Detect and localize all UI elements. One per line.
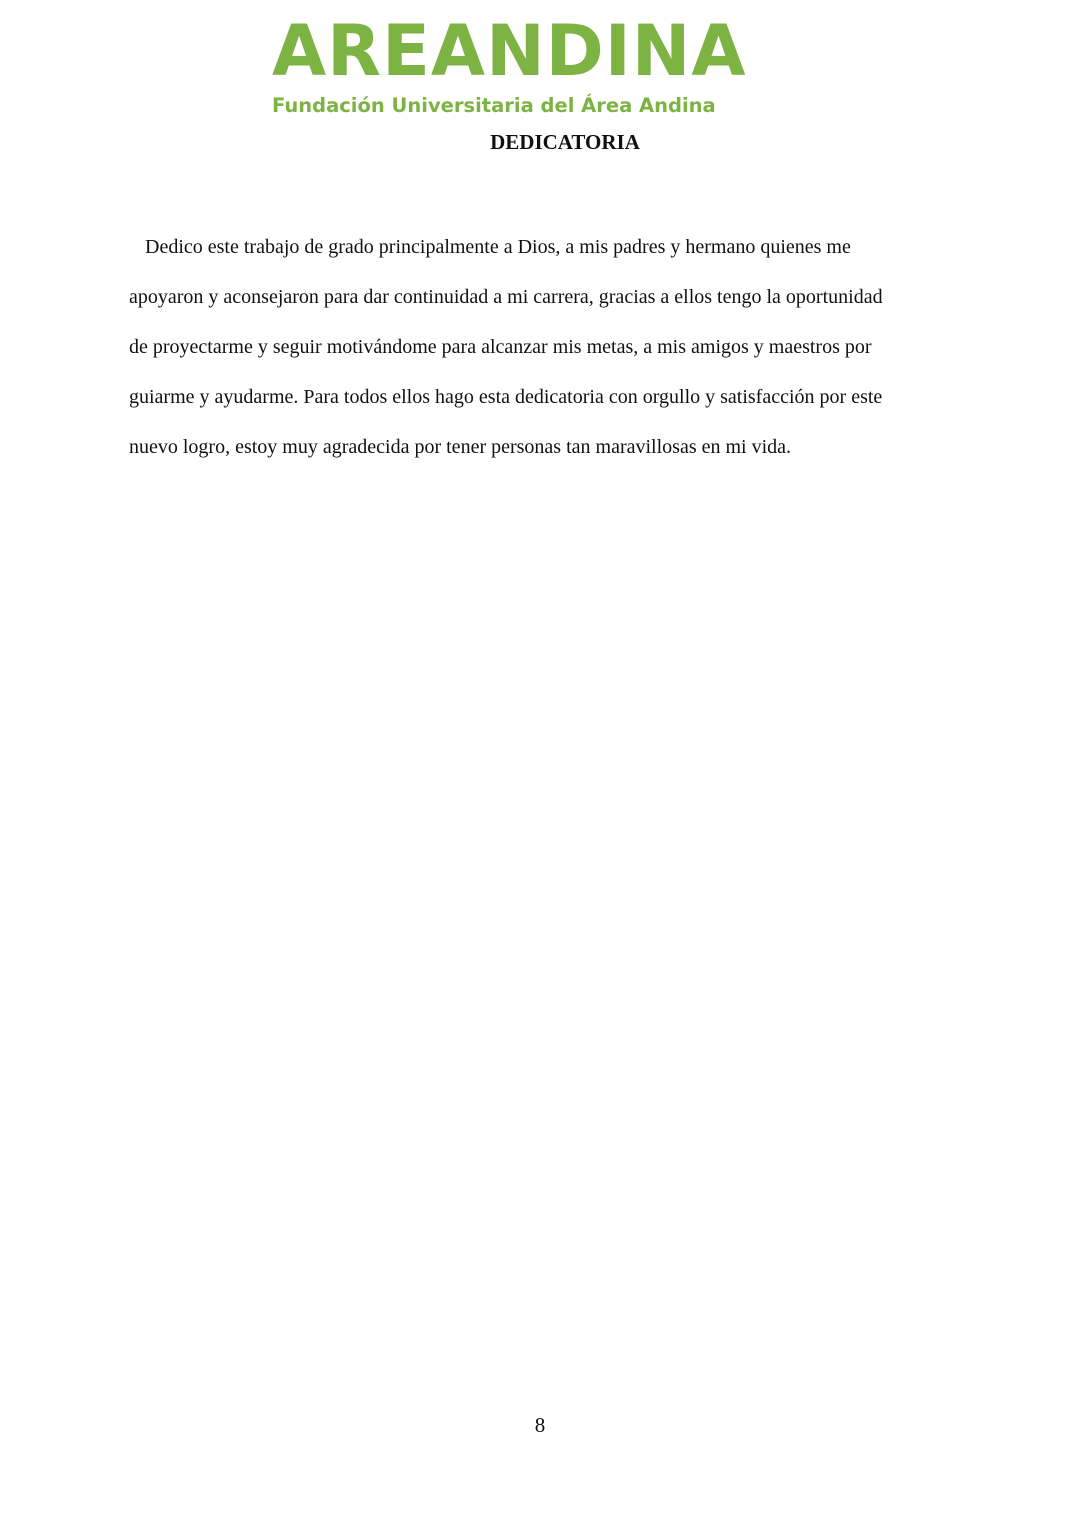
paragraph-line: nuevo logro, estoy muy agradecida por tener personas tan maravillosas en mi vida. xyxy=(129,436,792,458)
paragraph-line: Dedico este trabajo de grado principalmente a Dios, a mis padres y hermano quienes me xyxy=(145,236,851,258)
logo-wordmark: AREANDINA xyxy=(272,10,747,92)
paragraph-line: guiarme y ayudarme. Para todos ellos hago esta dedicatoria con orgullo y satisfacción por este xyxy=(129,386,883,408)
paragraph-line: apoyaron y aconsejaron para dar continuidad a mi carrera, gracias a ellos tengo la oportunidad xyxy=(129,286,883,308)
logo-subtitle: Fundación Universitaria del Área Andina xyxy=(272,94,716,117)
page-title: DEDICATORIA xyxy=(490,130,640,154)
paragraph-line: de proyectarme y seguir motivándome para alcanzar mis metas, a mis amigos y maestros por xyxy=(129,336,872,358)
institution-logo xyxy=(272,8,747,120)
dedication-paragraph xyxy=(129,222,969,472)
page-number: 8 xyxy=(534,1413,546,1437)
